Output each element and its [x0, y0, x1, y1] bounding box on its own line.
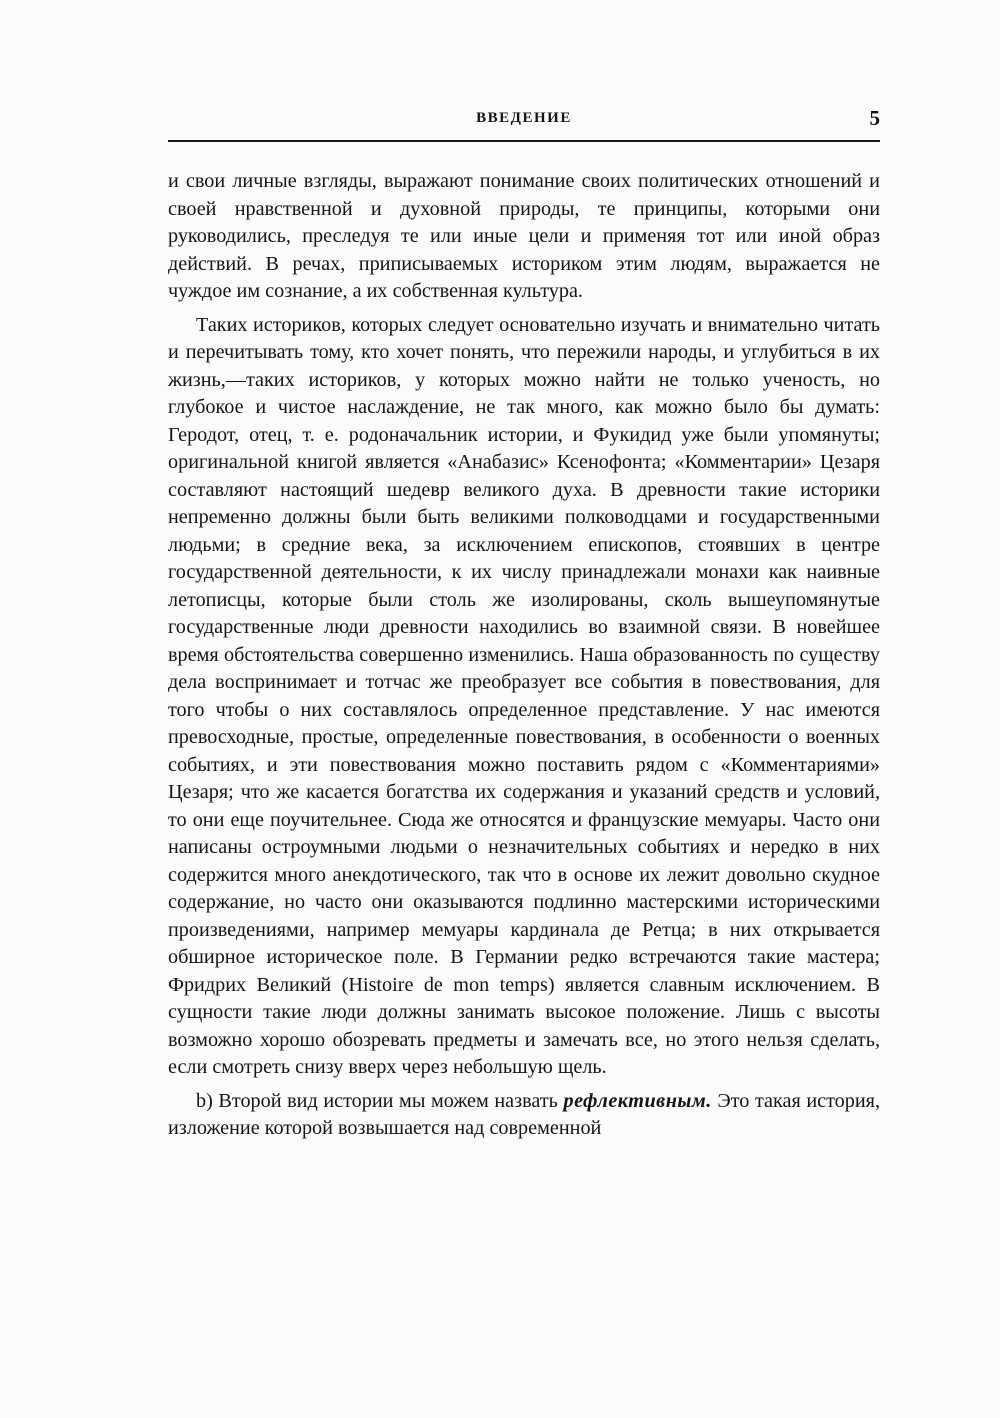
paragraph-reflective-history — [168, 1088, 880, 1143]
paragraph-text-start: b) Второй вид истории мы можем назвать — [196, 1089, 564, 1112]
paragraph-historians: Таких историков, которых следует основательно изучать и внимательно читать и перечитывать тому, кто хочет понять, что пережили народы, и углубиться в их жизнь,—таких историков, у которых можно найти не только ученость, но глубокое и чистое наслаждение, не так много, как можно было бы думать: Геродот, отец, т. е. родоначальник истории, и Фукидид уже были упомянуты; оригинальной книгой является «Анабазис» Ксенофонта; «Комментарии» Цезаря составляют настоящий шедевр великого духа. В древности такие историки непременно должны были быть великими полководцами и государственными людьми; в средние века, за исключением епископов, стоявших в центре государственной деятельности, к их числу принадлежали монахи как наивные летописцы, которые были столь же изолированы, сколь вышеупомянутые государственные люди древности находились во взаимной связи. В новейшее время обстоятельства совершенно изменились. Наша образованность по существу дела воспринимает и тотчас же преобразует все события в повествования, для того чтобы о них составлялось определенное представление. У нас имеются превосходные, простые, определенные повествования, в особенности о военных событиях, и эти повествования можно поставить рядом с «Комментариями» Цезаря; что же касается богатства их содержания и указаний средств и условий, то они еще поучительнее. Сюда же относятся и французские мемуары. Часто они написаны остроумными людьми о незначительных событиях и нередко в них содержится много анекдотического, так что в основе их лежит довольно скудное содержание, но часто они оказываются подлинно мастерскими историческими произведениями, например мемуары кардинала де Ретца; в них открывается обширное историческое поле. В Германии редко встречаются такие мастера; Фридрих Великий (Histoire de mon temps) является славным исключением. В сущности такие люди должны занимать высокое положение. Лишь с высоты возможно хорошо обозревать предметы и замечать все, но этого нельзя сделать, если смотреть снизу вверх через небольшую щель. — [168, 313, 880, 1078]
running-title: ВВЕДЕНИЕ — [476, 110, 572, 126]
body-text — [168, 168, 880, 1143]
page-number: 5 — [869, 106, 880, 130]
emphasized-term: рефлективным. — [563, 1089, 712, 1112]
header-rule — [168, 140, 880, 142]
paragraph-continuation: и свои личные взгляды, выражают понимание своих политических отношений и своей нравственной и духовной природы, те принципы, которыми они руководились, преследуя те или иные цели и применяя тот или иной образ действий. В речах, приписываемых историком этим людям, выражается не чуждое им сознание, а их собственная культура. — [168, 170, 880, 302]
page-header — [168, 108, 880, 136]
paragraph-text-end: Это такая история, изложение которой возвышается над современной — [168, 1089, 881, 1139]
